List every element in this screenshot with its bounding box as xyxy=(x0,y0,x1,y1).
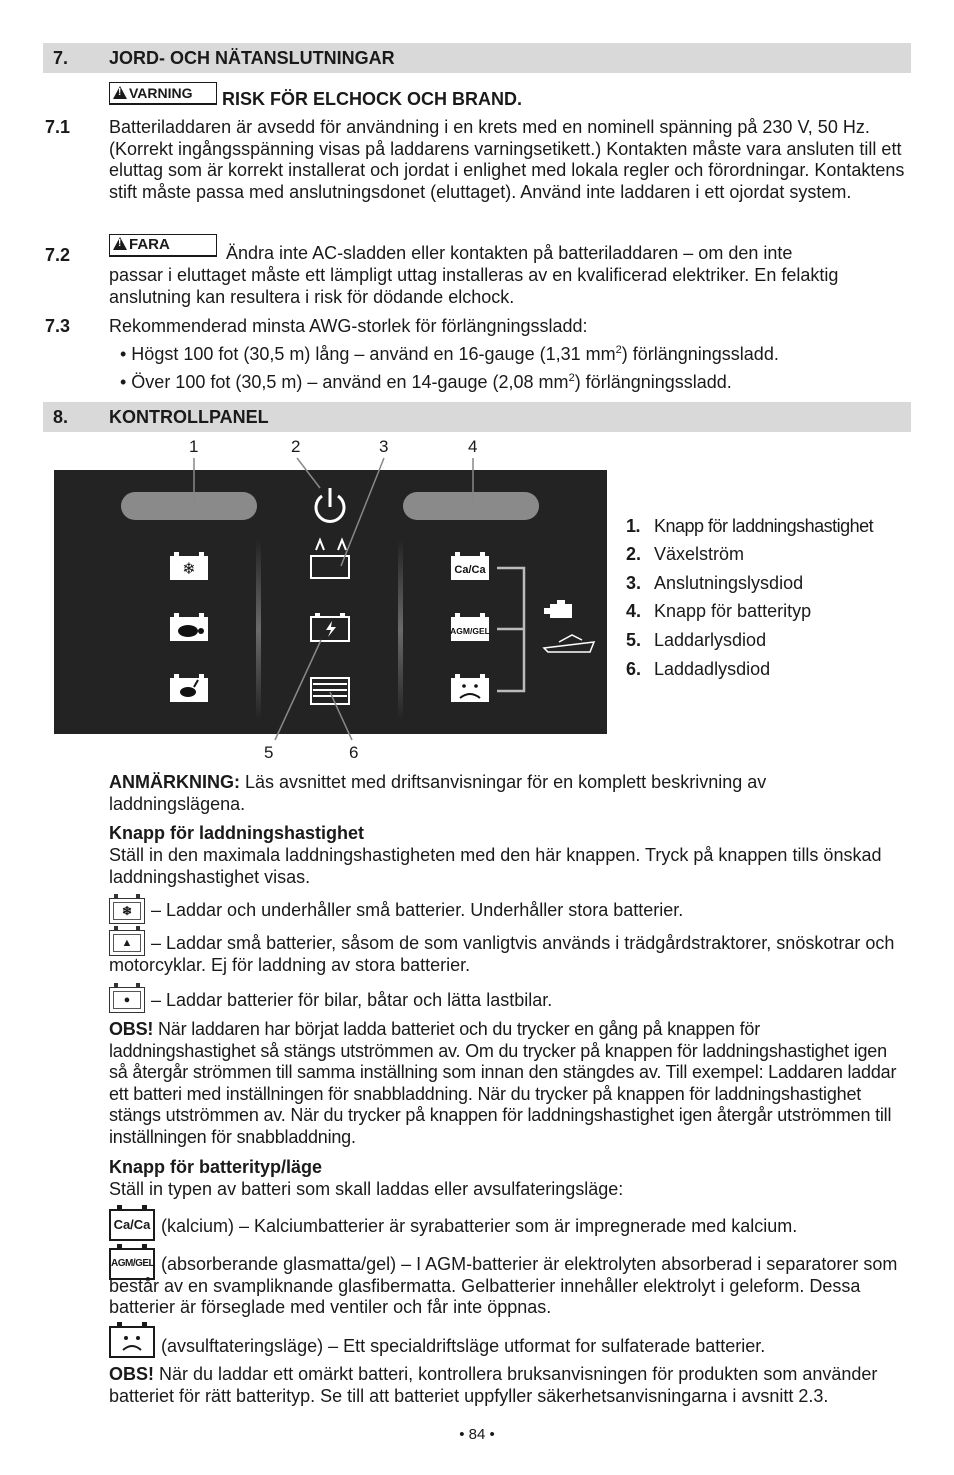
paragraph-7-3: Rekommenderad minsta AWG-storlek för förlängningssladd: xyxy=(109,316,588,336)
callout-6: 6 xyxy=(349,743,359,762)
bullet-2: • Över 100 fot (30,5 m) – använd en 14-gauge (2,08 $mm^2$) förlängningssladd. xyxy=(120,372,732,392)
page-number: • 84 • xyxy=(459,1426,495,1443)
warning-text: RISK FÖR ELCHOCK OCH BRAND. xyxy=(222,89,522,109)
legend-item: 5. Laddarlysdiod xyxy=(626,630,767,650)
type-title: Knapp för batterityp/läge xyxy=(109,1157,323,1177)
note-paragraph: ANMÄRKNING: Läs avsnittet med driftsanvisningar för en komplett beskrivning av laddningslägena. xyxy=(109,772,767,814)
section-title: KONTROLLPANEL xyxy=(109,407,269,427)
legend-item: 2. Växelström xyxy=(626,544,745,564)
paragraph-7-2-line1: Ändra inte AC-sladden eller kontakten på batteriladdaren – om den inte xyxy=(226,243,793,263)
callout-5: 5 xyxy=(264,743,274,762)
rabbit-icon: ● xyxy=(109,987,145,1013)
callout-1: 1 xyxy=(189,437,199,456)
desulfation-icon xyxy=(109,1326,155,1358)
agm-gel-icon: AGM/GEL xyxy=(109,1248,155,1280)
legend-item: 1. Knapp för laddningshastighet xyxy=(626,516,874,536)
obs-paragraph-2: OBS! När du laddar ett omärkt batteri, kontrollera bruksanvisningen för produkten som använder batteriet för rätt batterityp. Se till att batteriet uppfyller säkerhetsanvisningarna i avsnitt 2.3. xyxy=(109,1364,878,1406)
section-number: 8. xyxy=(53,407,69,427)
svg-text:❄: ❄ xyxy=(182,559,196,578)
para-number: 7.2 xyxy=(45,245,71,265)
rate-item-3: – Laddar batterier för bilar, båtar och lätta lastbilar. xyxy=(151,990,553,1010)
paragraph-7-1: Batteriladdaren är avsedd för användning i en krets med en nominell spänning på 230 V, 50 Hz. (Korrekt ingångsspänning visas på laddarens varningsetikett.) Kontakten måste vara ansluten till ett eluttag som är korrekt installerat och jordat i enlighet med lokala regler och förordningar. Kontaktens stift måste passa med anslutningsdonet (eluttaget). Använd inte laddaren i ett ojordat system. xyxy=(109,117,905,202)
type-item-1: (kalcium) – Kalciumbatterier är syrabatterier som är impregnerade med kalcium. xyxy=(161,1216,798,1236)
warning-label: !VARNING xyxy=(109,82,217,105)
callout-4: 4 xyxy=(468,437,478,456)
callout-2: 2 xyxy=(291,437,301,456)
paragraph-7-2: passar i eluttaget måste ett lämpligt uttag installeras av en kvalificerad elektriker. En felaktig anslutning kan resultera i risk för dödande elchock. xyxy=(109,265,839,307)
type-item-3: (avsulftateringsläge) – Ett specialdriftsläge utformat for sulfaterade batterier. xyxy=(161,1336,766,1356)
turtle-icon: ▲ xyxy=(109,930,145,956)
rate-text: Ställ in den maximala laddningshastigheten med den här knappen. Tryck på knappen tills önskad laddningshastighet visas. xyxy=(109,845,882,887)
type-item-2: (absorberande glasmatta/gel) – I AGM-batterier är elektrolyten absorberad i separatorer som består av en svampliknande glasfibermatta. Gelbatterier innehåller elektrolyt i geleform. Dessa batterier är förseglade med ventiler och får inte öppnas. xyxy=(109,1254,898,1317)
bullet-1: • Högst 100 fot (30,5 m) lång – använd en 16-gauge (1,31 $mm^2$) förlängningssladd. xyxy=(120,344,779,364)
rate-title: Knapp för laddningshastighet xyxy=(109,823,364,843)
danger-label: !FARA xyxy=(109,234,217,257)
type-text: Ställ in typen av batteri som skall laddas eller avsulfateringsläge: xyxy=(109,1179,624,1199)
para-number: 7.1 xyxy=(45,117,71,137)
obs-paragraph-1: OBS! När laddaren har börjat ladda batteriet och du trycker en gång på knappen för laddningshastighet så stängs utströmmen av. Om du trycker på knappen för laddningshastighet igen så återgår strömmen till samma inställning som innan den stängdes av. Till exempel: Laddaren laddar ett batteri med inställningen för snabbladdning. När du trycker på knappen för laddningshastighet stängs utströmmen av. När du trycker på knappen för laddningshastighet igen återgår utströmmen till inställningen för snabbladdning. xyxy=(109,1019,897,1147)
snowflake-icon: ❄ xyxy=(109,898,145,924)
rate-item-1: – Laddar och underhåller små batterier. Underhåller stora batterier. xyxy=(151,900,684,920)
section-title: JORD- OCH NÄTANSLUTNINGAR xyxy=(109,48,395,68)
calcium-icon: Ca/Ca xyxy=(109,1209,155,1241)
section-number: 7. xyxy=(53,48,69,68)
svg-text:AGM/GEL: AGM/GEL xyxy=(450,626,490,636)
legend-item: 6. Laddadlysdiod xyxy=(626,659,771,679)
legend-item: 3. Anslutningslysdiod xyxy=(626,573,804,593)
legend-item: 4. Knapp för batterityp xyxy=(626,601,812,621)
callout-3: 3 xyxy=(379,437,389,456)
svg-text:Ca/Ca: Ca/Ca xyxy=(454,564,486,576)
rate-item-2: – Laddar små batterier, såsom de som vanligtvis används i trädgårdstraktorer, snöskotrar och motorcyklar. Ej för laddning av stora batterier. xyxy=(109,933,895,975)
para-number: 7.3 xyxy=(45,316,71,336)
